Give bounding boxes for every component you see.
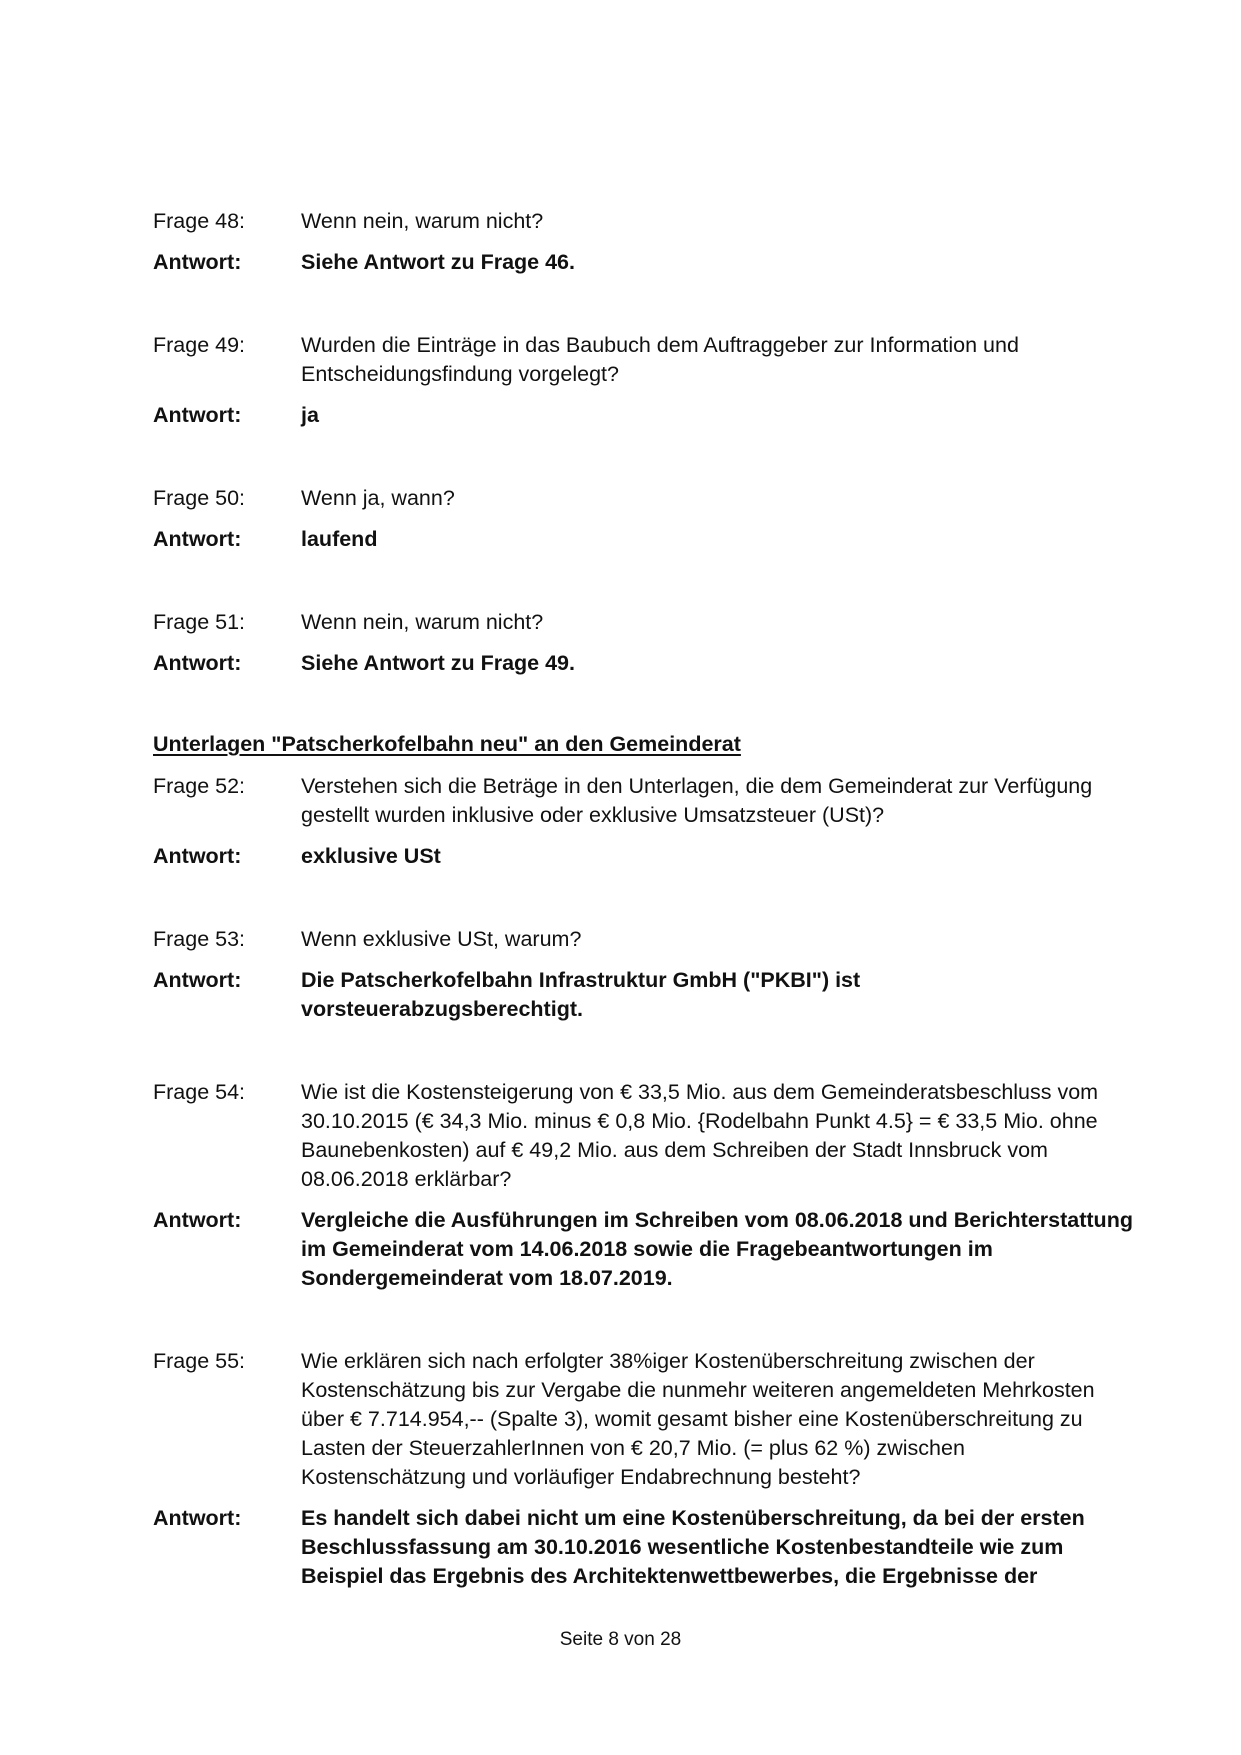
- answer-text: Siehe Antwort zu Frage 49.: [301, 651, 575, 675]
- answer-text: laufend: [301, 527, 378, 551]
- question-text: Wenn ja, wann?: [301, 486, 455, 510]
- question-label: Frage 51:: [153, 610, 246, 634]
- answer-row: [153, 1206, 1133, 1293]
- answer-row: [153, 966, 1133, 1024]
- question-row: [153, 1078, 1133, 1194]
- answer-label: Antwort:: [153, 968, 242, 992]
- question-row: [153, 331, 1133, 389]
- answer-label: Antwort:: [153, 250, 242, 274]
- question-row: [153, 484, 1133, 513]
- question-text: Wenn nein, warum nicht?: [301, 610, 544, 634]
- section-title: Unterlagen "Patscherkofelbahn neu" an den Gemeinderat: [153, 732, 741, 756]
- answer-label: Antwort:: [153, 1208, 242, 1232]
- answer-label: Antwort:: [153, 651, 242, 675]
- answer-row: [153, 401, 1133, 430]
- question-row: [153, 772, 1133, 830]
- answer-label: Antwort:: [153, 527, 242, 551]
- question-label: Frage 48:: [153, 209, 246, 233]
- answer-row: [153, 1504, 1133, 1591]
- answer-text: Siehe Antwort zu Frage 46.: [301, 250, 575, 274]
- page-number: Seite 8 von 28: [559, 1629, 682, 1650]
- answer-text: Die Patscherkofelbahn Infrastruktur GmbH ("PKBI") ist vorsteuerabzugsberechtigt.: [301, 968, 861, 1021]
- question-label: Frage 52:: [153, 774, 246, 798]
- question-label: Frage 55:: [153, 1349, 246, 1373]
- answer-text: ja: [301, 403, 319, 427]
- answer-row: [153, 842, 1133, 871]
- answer-row: [153, 649, 1133, 678]
- question-row: [153, 608, 1133, 637]
- question-row: [153, 1347, 1133, 1492]
- question-label: Frage 49:: [153, 333, 246, 357]
- question-row: [153, 925, 1133, 954]
- question-text: Wie ist die Kostensteigerung von € 33,5 Mio. aus dem Gemeinderatsbeschluss vom 30.10.2015 (€ 34,3 Mio. minus € 0,8 Mio. {Rodelbahn Punkt 4.5} = € 33,5 Mio. ohne Baunebenkosten) auf € 49,2 Mio. aus dem Schreiben der Stadt Innsbruck vom 08.06.2018 erklärbar?: [301, 1080, 1099, 1191]
- question-text: Wenn exklusive USt, warum?: [301, 927, 582, 951]
- question-row: [153, 207, 1133, 236]
- answer-label: Antwort:: [153, 403, 242, 427]
- answer-text: exklusive USt: [301, 844, 441, 868]
- question-label: Frage 54:: [153, 1080, 246, 1104]
- answer-label: Antwort:: [153, 844, 242, 868]
- question-text: Wie erklären sich nach erfolgter 38%iger Kostenüberschreitung zwischen der Kostenschätzung bis zur Vergabe die nunmehr weiteren angemeldeten Mehrkosten über € 7.714.954,-- (Spalte 3), womit gesamt bisher eine Kostenüberschreitung zu Lasten der SteuerzahlerInnen von € 20,7 Mio. (= plus 62 %) zwischen Kostenschätzung und vorläufiger Endabrechnung besteht?: [301, 1349, 1095, 1489]
- question-text: Verstehen sich die Beträge in den Unterlagen, die dem Gemeinderat zur Verfügung gestellt wurden inklusive oder exklusive Umsatzsteuer (USt)?: [301, 774, 1093, 827]
- answer-text: Vergleiche die Ausführungen im Schreiben vom 08.06.2018 und Berichterstattung im Gemeinderat vom 14.06.2018 sowie die Fragebeantwortungen im Sondergemeinderat vom 18.07.2019.: [301, 1208, 1133, 1290]
- answer-row: [153, 525, 1133, 554]
- question-label: Frage 53:: [153, 927, 246, 951]
- answer-row: [153, 248, 1133, 277]
- question-text: Wurden die Einträge in das Baubuch dem Auftraggeber zur Information und Entscheidungsfindung vorgelegt?: [301, 333, 1019, 386]
- question-label: Frage 50:: [153, 486, 246, 510]
- question-text: Wenn nein, warum nicht?: [301, 209, 544, 233]
- answer-text: Es handelt sich dabei nicht um eine Kostenüberschreitung, da bei der ersten Beschlussfassung am 30.10.2016 wesentliche Kostenbestandteile wie zum Beispiel das Ergebnis des Architektenwettbewerbes, die Ergebnisse der: [301, 1506, 1085, 1588]
- answer-label: Antwort:: [153, 1506, 242, 1530]
